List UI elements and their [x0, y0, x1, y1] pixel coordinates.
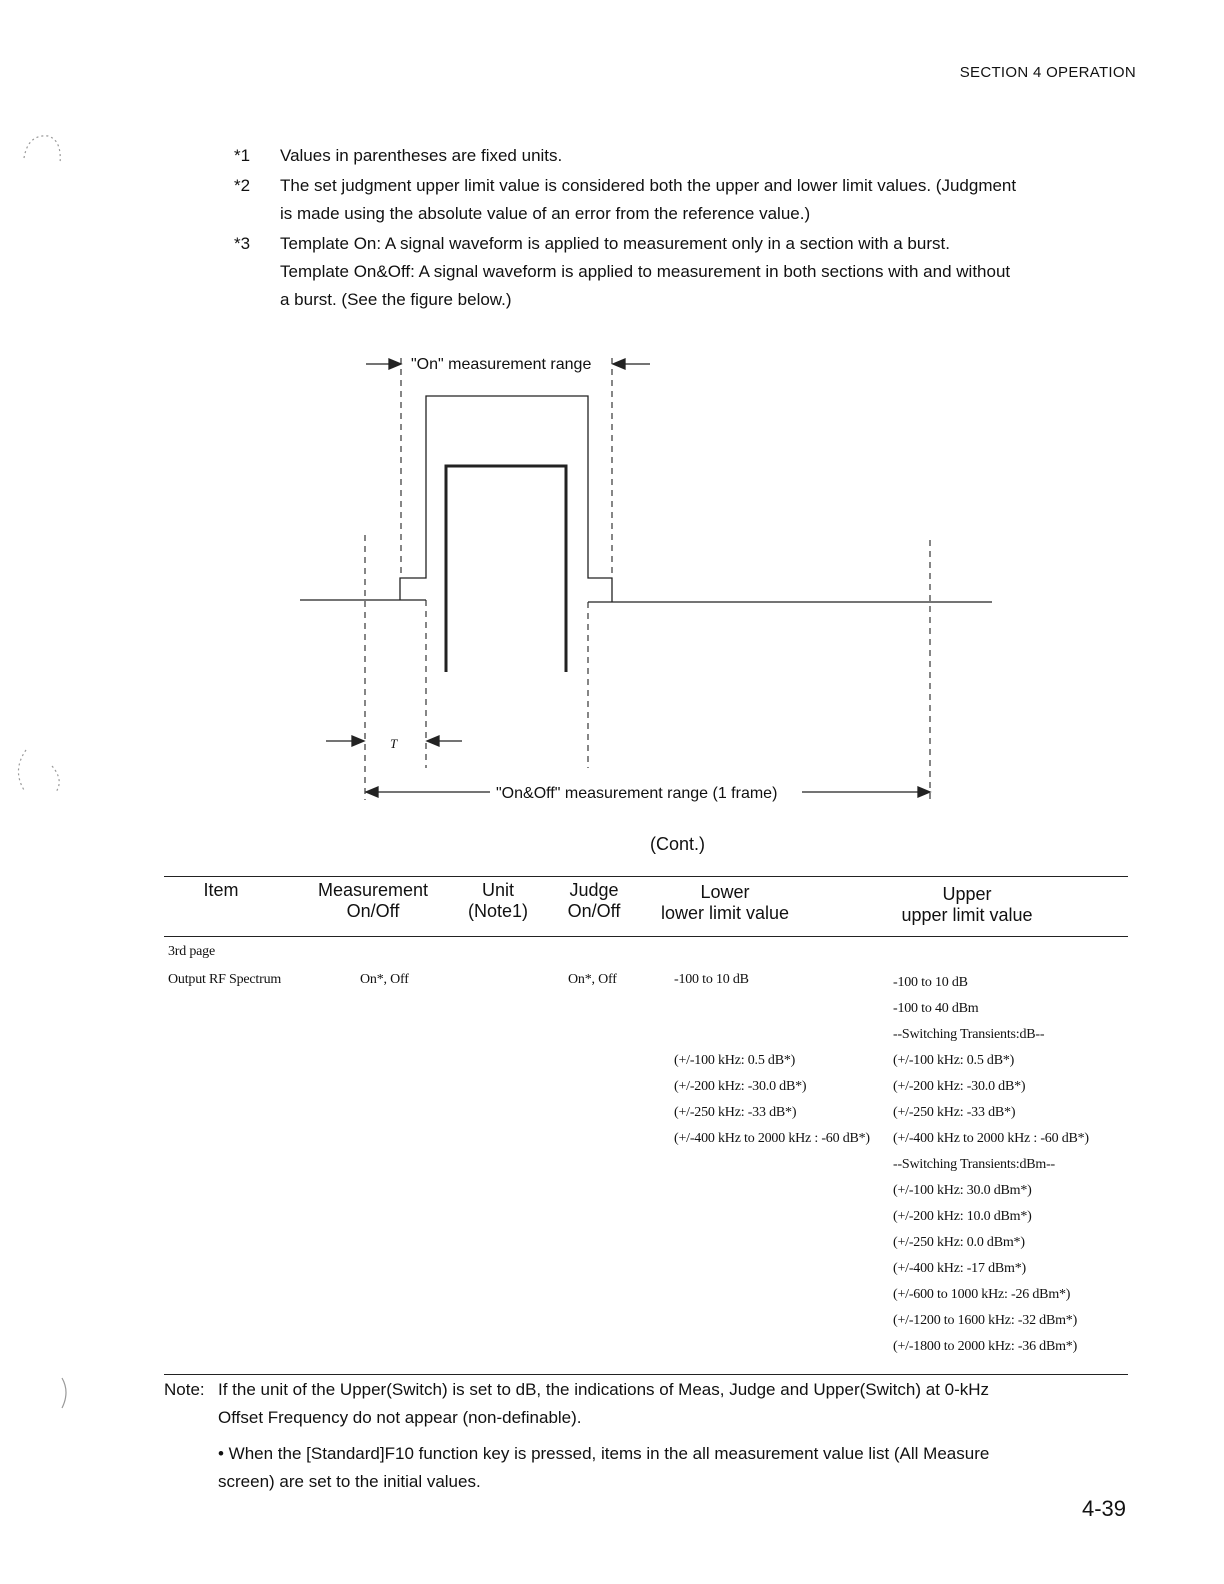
header-unit-line-2: (Note1): [467, 901, 529, 921]
header-measurement-line-1: Measurement: [317, 880, 429, 900]
note-3-mark: *3: [234, 234, 251, 253]
tau-label: T: [390, 736, 398, 751]
upper-value: (+/-1200 to 1600 kHz: -32 dBm*): [893, 1313, 1078, 1328]
upper-value: (+/-400 kHz to 2000 kHz : -60 dB*): [893, 1131, 1089, 1146]
upper-value: (+/-400 kHz: -17 dBm*): [893, 1261, 1026, 1276]
table-bottom-rule: [164, 1374, 1128, 1375]
table-header-rule: [164, 936, 1128, 937]
upper-value: (+/-250 kHz: -33 dB*): [893, 1105, 1016, 1120]
arrow-left-icon: [613, 359, 625, 369]
header-item: Item: [203, 880, 239, 900]
note-1-text: Values in parentheses are fixed units.: [280, 146, 563, 165]
row-judge: On*, Off: [568, 972, 617, 987]
row-item: Output RF Spectrum: [168, 972, 282, 987]
upper-value: (+/-200 kHz: 10.0 dBm*): [893, 1209, 1032, 1224]
note-2-text-line-1: The set judgment upper limit value is considered both the upper and lower limit values. (Judgment: [280, 176, 1017, 195]
header-upper: [890, 884, 1044, 926]
bullet-line-2: screen) are set to the initial values.: [218, 1472, 481, 1491]
lower-value: (+/-200 kHz: -30.0 dB*): [674, 1079, 807, 1094]
upper-value: (+/-1800 to 2000 kHz: -36 dBm*): [893, 1339, 1078, 1354]
header-judge-line-1: Judge: [569, 880, 619, 900]
page-label: 3rd page: [168, 944, 215, 959]
header-upper-line-1: Upper: [942, 884, 992, 904]
note-3-text-line-1: Template On: A signal waveform is applied to measurement only in a section with a burst.: [280, 234, 950, 253]
upper-value: (+/-100 kHz: 0.5 dB*): [893, 1053, 1015, 1068]
arrow-right-icon: [918, 787, 930, 797]
section-header: SECTION 4 OPERATION: [959, 64, 1136, 81]
note-1-mark: *1: [234, 146, 251, 165]
header-lower: [648, 882, 802, 924]
row-lower-range: -100 to 10 dB: [674, 972, 749, 987]
page-number: 4-39: [1081, 1496, 1126, 1521]
note-2-text-line-2: is made using the absolute value of an error from the reference value.): [280, 204, 811, 223]
diagram-inner-template: [446, 466, 566, 672]
note-3-text-line-3: a burst. (See the figure below.): [280, 290, 512, 309]
binder-hole-mark-icon: [8, 740, 68, 800]
note-line-1: If the unit of the Upper(Switch) is set to dB, the indications of Meas, Judge and Upper(Switch) at 0-kHz: [218, 1380, 990, 1399]
binder-hole-mark-icon: [14, 124, 74, 184]
header-upper-line-2: upper limit value: [901, 905, 1033, 925]
row-measurement: On*, Off: [360, 972, 409, 987]
bullet-line-1: • When the [Standard]F10 function key is pressed, items in the all measurement value list (All Measure: [218, 1444, 990, 1463]
header-unit: [460, 880, 536, 922]
header-judge-line-2: On/Off: [567, 901, 621, 921]
scan-mark-icon: [56, 1374, 76, 1414]
burst-measurement-diagram: [0, 330, 1224, 810]
lower-value: (+/-100 kHz: 0.5 dB*): [674, 1053, 796, 1068]
upper-value: (+/-200 kHz: -30.0 dB*): [893, 1079, 1026, 1094]
header-measurement-line-2: On/Off: [346, 901, 400, 921]
table-top-rule: [164, 876, 1128, 877]
header-lower-line-2: lower limit value: [660, 903, 790, 923]
arrow-right-icon: [352, 736, 364, 746]
upper-value: -100 to 10 dB: [893, 975, 968, 990]
note-line-2: Offset Frequency do not appear (non-definable).: [218, 1408, 582, 1427]
upper-value: --Switching Transients:dBm--: [893, 1157, 1056, 1172]
upper-value: (+/-250 kHz: 0.0 dBm*): [893, 1235, 1025, 1250]
note-3-text-line-2: Template On&Off: A signal waveform is applied to measurement in both sections with and without: [280, 262, 1011, 281]
upper-value: -100 to 40 dBm: [893, 1001, 979, 1016]
note-2-mark: *2: [234, 176, 251, 195]
upper-value: (+/-600 to 1000 kHz: -26 dBm*): [893, 1287, 1071, 1302]
arrow-left-icon: [427, 736, 439, 746]
note-label: Note:: [164, 1380, 205, 1399]
upper-value: --Switching Transients:dB--: [893, 1027, 1045, 1042]
diagram-outer-template: [400, 396, 612, 602]
lower-value: (+/-250 kHz: -33 dB*): [674, 1105, 797, 1120]
arrow-right-icon: [389, 359, 401, 369]
header-unit-line-1: Unit: [481, 880, 514, 900]
header-measurement: [300, 880, 446, 922]
header-lower-line-1: Lower: [700, 882, 750, 902]
header-judge: [556, 880, 632, 922]
arrow-left-icon: [366, 787, 378, 797]
upper-value: (+/-100 kHz: 30.0 dBm*): [893, 1183, 1032, 1198]
on-range-label: "On" measurement range: [411, 356, 592, 373]
onoff-range-label: "On&Off" measurement range (1 frame): [496, 785, 778, 802]
lower-value: (+/-400 kHz to 2000 kHz : -60 dB*): [674, 1131, 870, 1146]
cont-label: (Cont.): [650, 834, 706, 854]
